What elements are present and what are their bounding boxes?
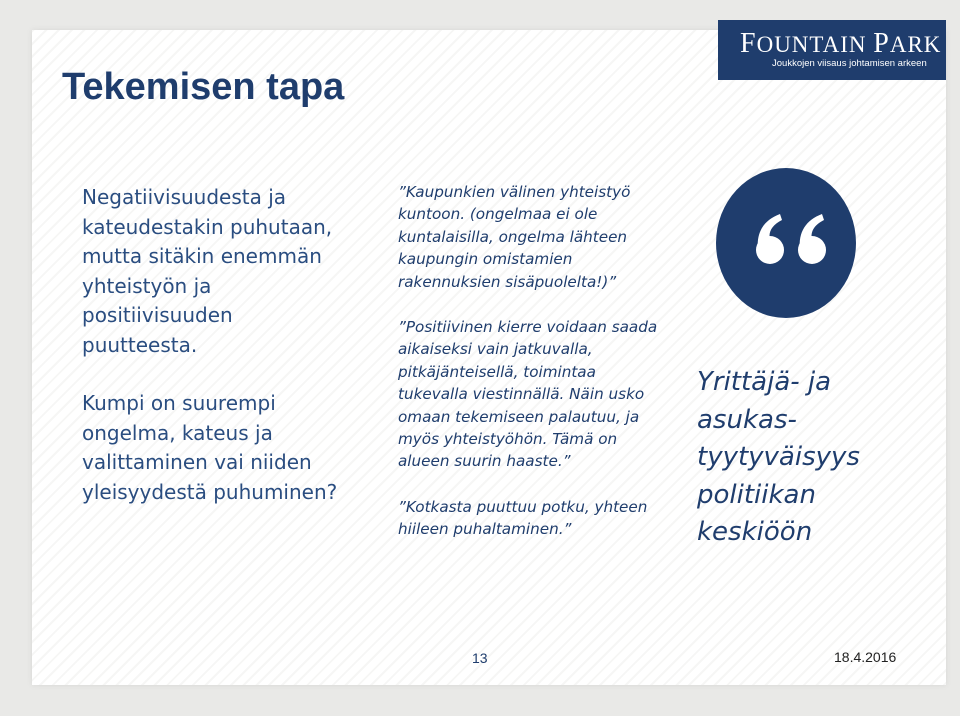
left-paragraph-2: Kumpi on suurempi ongelma, kateus ja valittaminen vai niiden yleisyydestä puhuminen?: [82, 391, 338, 504]
quote-3: ”Kotkasta puuttuu potku, yhteen hiileen puhaltaminen.”: [398, 497, 648, 539]
slide-date: 18.4.2016: [834, 649, 897, 665]
left-column: [82, 183, 352, 507]
logo-name: FOUNTAIN PARK: [740, 28, 942, 59]
quotation-mark-icon: [716, 168, 856, 318]
logo-tagline: Joukkojen viisaus johtamisen arkeen: [772, 58, 927, 69]
highlight-statement: Yrittäjä- ja asukas-tyytyväisyys politiikan keskiöön: [697, 367, 860, 547]
fountain-park-logo: [718, 20, 946, 80]
page-number: 13: [472, 650, 488, 666]
quotes-column: [398, 181, 660, 541]
quote-2: ”Positiivinen kierre voidaan saada aikaiseksi vain jatkuvalla, pitkäjänteisellä, toimintaa tukevalla viestinnällä. Näin usko omaan tekemiseen palautuu, ja myös yhteistyöhön. Tämä on alueen suurin haaste.”: [398, 318, 658, 471]
quote-1: ”Kaupunkien välinen yhteistyö kuntoon. (ongelmaa ei ole kuntalaisilla, ongelma lähteen kaupungin omistamien rakennuksien sisäpuolelta!)”: [398, 183, 631, 291]
left-paragraph-1: Negatiivisuudesta ja kateudestakin puhutaan, mutta sitäkin enemmän yhteistyön ja positiivisuuden puutteesta.: [82, 185, 333, 357]
slide-title: Tekemisen tapa: [62, 66, 345, 108]
